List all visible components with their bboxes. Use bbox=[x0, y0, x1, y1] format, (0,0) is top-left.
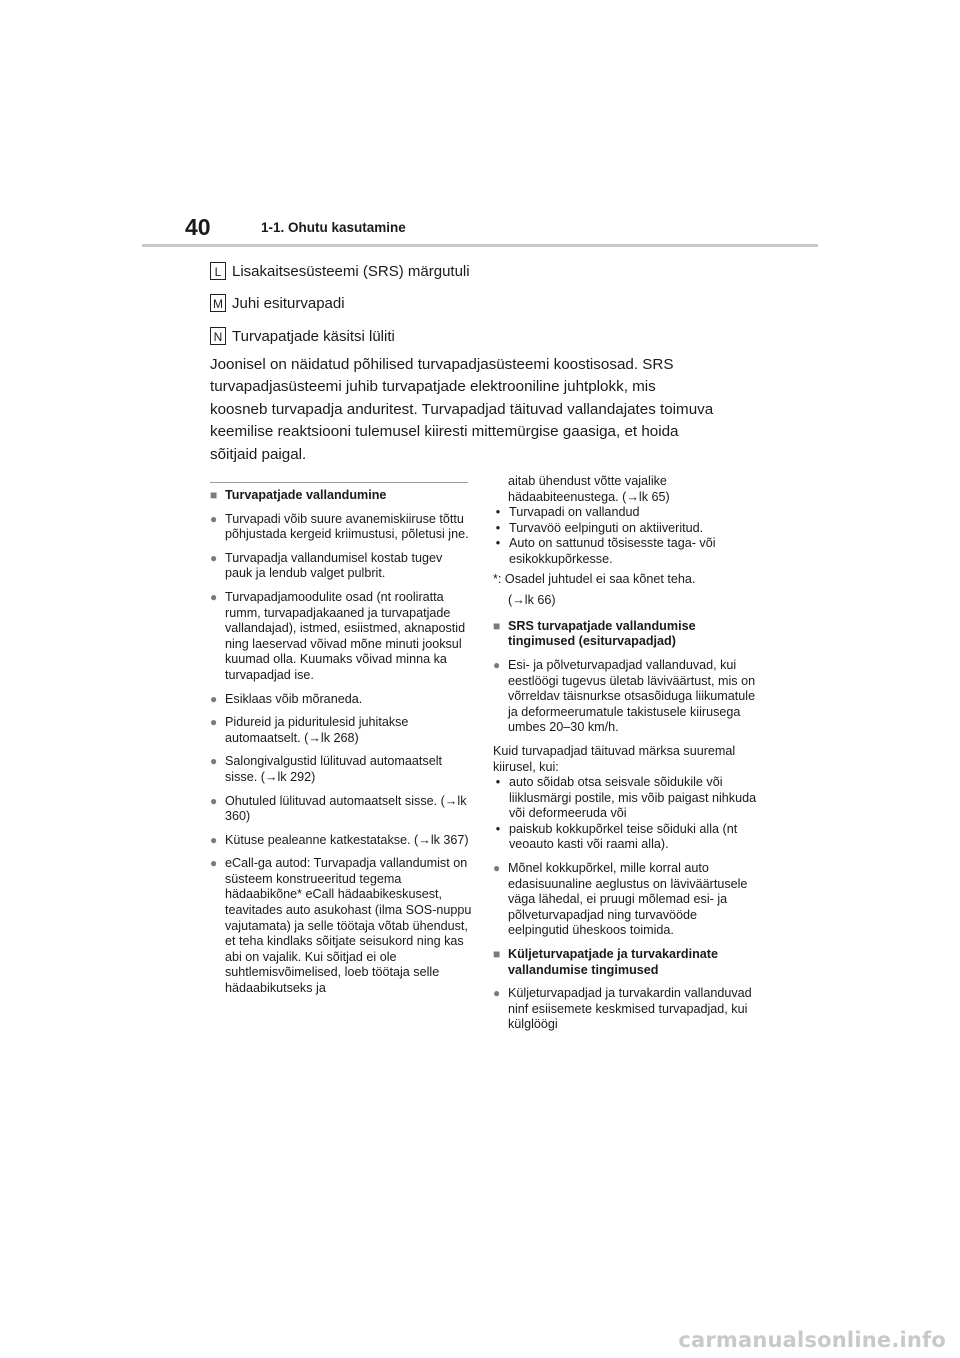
page-number: 40 bbox=[185, 214, 211, 240]
intro-line: Joonisel on näidatud põhilised turvapadjasüsteemi koostisosad. SRS bbox=[210, 356, 674, 373]
intro-line: koosneb turvapadja anduritest. Turvapadjad täituvad vallandajates toimuva bbox=[210, 400, 714, 418]
label-letter-box: M bbox=[210, 294, 226, 312]
list-item: • Turvapadi on vallandud bbox=[495, 505, 640, 520]
bullet-list bbox=[493, 775, 759, 853]
section-heading: ■ SRS turvapatjade vallandumise tingimused (esiturvapadjad) bbox=[493, 618, 696, 649]
round-bullet-icon: ● bbox=[210, 691, 218, 706]
label-row-m bbox=[210, 292, 345, 314]
intro-line: keemilise reaktsiooni tulemusel kiiresti mittemürgise gaasiga, et hoida bbox=[210, 423, 679, 441]
round-bullet-icon: ● bbox=[210, 832, 218, 847]
label-letter-box: L bbox=[210, 262, 226, 280]
list-item: • Turvavöö eelpinguti on aktiiveritud. bbox=[495, 520, 704, 535]
list-item: ● Turvapadi võib suure avanemiskiiruse tõttu põhjustada kergeid kriimustusi, põletusi jne. bbox=[210, 511, 469, 542]
label-text: Turvapatjade käsitsi lüliti bbox=[232, 327, 395, 345]
section-heading: ■ Turvapatjade vallandumine bbox=[210, 488, 387, 502]
round-bullet-icon: ● bbox=[493, 986, 501, 1001]
round-bullet-icon: ● bbox=[210, 793, 218, 808]
list-item: • auto sõidab otsa seisvale sõidukile või liiklusmärgi postile, mis võib paigast nihkuda või deformeeruda või bbox=[495, 775, 757, 821]
list-item: ● Pidureid ja piduritulesid juhitakse automaatselt. (→lk 268) bbox=[210, 715, 409, 745]
page-header bbox=[185, 214, 825, 248]
list-item: ● Ohutuled lülituvad automaatselt sisse. (→lk 360) bbox=[210, 793, 467, 824]
round-bullet-icon: ● bbox=[210, 589, 218, 604]
square-bullet-icon: ■ bbox=[210, 488, 218, 502]
label-row-n bbox=[210, 325, 395, 347]
list-item: ● Turvapadja vallandumisel kostab tugev pauk ja lendub valget pulbrit. bbox=[210, 550, 443, 581]
list-item: ● Küljeturvapadjad ja turvakardin vallanduvad ninf esiisemete keskmised turvapadjad, kui külglöögi bbox=[493, 986, 752, 1032]
list-item: ● Salongivalgustid lülituvad automaatselt sisse. (→lk 292) bbox=[210, 754, 443, 784]
continuation-text: aitab ühendust võtte vajalike hädaabiteenustega. (→lk 65) bbox=[508, 474, 670, 504]
list-item: ● Mõnel kokkupõrkel, mille korral auto edasisuunaline aeglustus on läviväärtusele väga lähedal, ei pruugi mõlemad esi- ja põlveturvapadjad ning turvavööde eelpingutid üheskoos toimida. bbox=[493, 861, 748, 938]
square-bullet-icon: ■ bbox=[493, 947, 501, 962]
right-column bbox=[493, 474, 759, 1033]
round-bullet-icon: ● bbox=[493, 861, 501, 876]
label-text: Lisakaitsesüsteemi (SRS) märgutuli bbox=[232, 262, 470, 280]
list-item: • paiskub kokkupõrkel teise sõiduki alla (nt veoauto kasti või raami alla). bbox=[495, 821, 738, 852]
square-bullet-icon: ■ bbox=[493, 618, 501, 633]
intro-line: turvapadjasüsteemi juhib turvapatjade elektrooniline juhtplokk, mis bbox=[210, 378, 656, 396]
list-item: ● Turvapadjamoodulite osad (nt rooliratta rumm, turvapadjakaaned ja turvapatjade vallandajad), istmed, esiistmed, aknapostid ning laeservad võivad mõne minuti jooksul kuumad olla. Kuumaks võivad minna ka turvapadjad ise. bbox=[210, 589, 466, 682]
round-bullet-icon: ● bbox=[210, 856, 218, 871]
chapter-title: 1-1. Ohutu kasutamine bbox=[261, 220, 406, 235]
round-bullet-icon: ● bbox=[493, 657, 501, 672]
footnote: *: Osadel juhtudel ei saa kõnet teha. bbox=[493, 571, 696, 586]
label-text: Juhi esiturvapadi bbox=[232, 294, 345, 312]
list-item: ● eCall-ga autod: Turvapadja vallandumist on süsteem konstrueeritud tegema hädaabikõne* eCall hädaabikeskusest, teavitades auto asukohast (ilma SOS-nuppu vajutamata) ja selle töötaja võtab ühendust, et teha kindlaks sõitjate seisukord ning kas abi on vajalik. Kui sõitjad ei ole suhtlemisvõimelised, loeb töötaja selle hädaabikutseks ja bbox=[210, 856, 472, 996]
label-row-l bbox=[210, 260, 470, 282]
round-bullet-icon: ● bbox=[210, 754, 218, 769]
list-item: ● Esiklaas võib mõraneda. bbox=[210, 691, 363, 706]
section-heading: ■ Küljeturvapatjade ja turvakardinate vallandumise tingimused bbox=[493, 947, 718, 977]
round-bullet-icon: ● bbox=[210, 550, 218, 565]
round-bullet-icon: ● bbox=[210, 511, 218, 526]
list-item: ● Kütuse pealeanne katkestatakse. (→lk 367) bbox=[210, 832, 469, 847]
list-item: ● Esi- ja põlveturvapadjad vallanduvad, kui eestlöögi tugevus ületab läviväärtust, mis on võrreldav täisnurkse otsasõiduga liikumatule ja deformeerumatule takistusele kiirusega umbes 20–30 km/h. bbox=[493, 657, 756, 735]
footnote-page-reference: (→lk 66) bbox=[508, 593, 556, 608]
header-divider bbox=[142, 244, 818, 247]
paragraph: Kuid turvapadjad täituvad märksa suuremal kiirusel, kui: bbox=[493, 743, 736, 774]
round-bullet-icon: ● bbox=[210, 715, 218, 730]
left-column bbox=[210, 488, 472, 997]
intro-paragraph bbox=[210, 354, 750, 466]
label-letter-box: N bbox=[210, 327, 226, 345]
watermark: carmanualsonline.info bbox=[678, 1328, 946, 1352]
list-item: • Auto on sattunud tõsisesste taga- või esikokkupõrkesse. bbox=[495, 536, 716, 566]
bullet-list bbox=[493, 505, 759, 567]
intro-line: sõitjaid paigal. bbox=[210, 445, 307, 463]
column-divider bbox=[210, 482, 468, 483]
